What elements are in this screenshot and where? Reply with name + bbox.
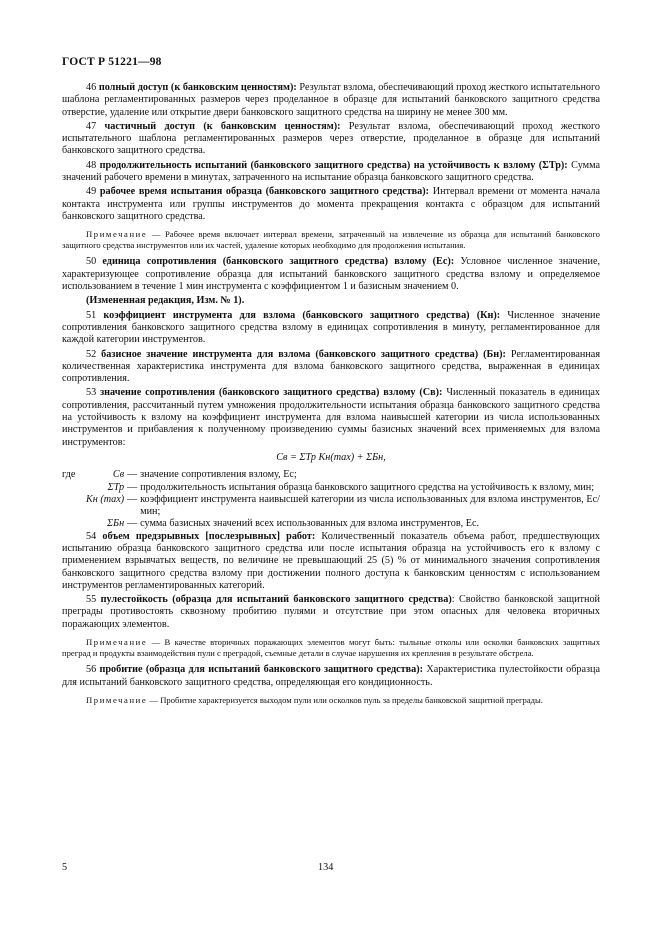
definition-symbol: Св: [112, 469, 125, 481]
clause-term: частичный доступ (к банковским ценностям):: [104, 120, 341, 132]
clause-49: [62, 186, 600, 223]
definition-dash: —: [127, 481, 138, 493]
amendment-note: (Измененная редакция, Изм. № 1).: [86, 295, 245, 307]
page-number-left: 5: [62, 862, 68, 873]
clause-53: [62, 387, 600, 448]
clause-text: Численный показатель в единицах сопротивления, рассчитанный путем умножения продолжительности испытания образца банковского защитного средства на устойчивость к взлому на коэффициент инструмента для взлома наивысшей категории из числа использованных инструментов и прибавления к полученному произведению суммы базисных значений всех применяемых для взлома инструментов:: [62, 387, 601, 448]
clause-term: рабочее время испытания образца (банковского защитного средства):: [99, 186, 430, 198]
note-text: — Рабочее время включает интервал времени, затраченный на извлечение из образца для испытаний банковского защитного средства инструментов или их частей, удаление которых необходимо для продолжения испытания.: [62, 229, 600, 250]
note-56: [62, 695, 600, 706]
clause-term: продолжительность испытаний (банковского защитного средства) на устойчивость к взлому (ΣТр):: [99, 159, 568, 171]
clause-text: Характеристика пулестойкости образца для испытаний банковского защитного средства, определяющая его кондиционность.: [62, 664, 601, 688]
clause-47: [62, 121, 600, 158]
clause-number: 46: [86, 82, 97, 93]
definition-symbol: ΣТр: [107, 481, 125, 493]
clause-text: Интервал времени от момента начала контакта инструмента или группы инструментов до момента прекращения контакта с образцом для испытаний банковского защитного средства.: [62, 186, 601, 222]
clause-52: [62, 349, 600, 386]
definition-symbol: Кн (max): [86, 493, 125, 505]
clause-term: пулестойкость (образца для испытаний банковского защитного средства): [100, 594, 452, 606]
definition-dash: —: [127, 493, 138, 505]
clause-term: значение сопротивления (банковского защитного средства) взлому (Св):: [100, 387, 443, 399]
definition-text: значение сопротивления взлому, Ес;: [140, 469, 297, 481]
clause-55: [62, 594, 600, 631]
clause-number: 48: [86, 159, 97, 171]
clause-number: 50: [86, 256, 97, 268]
definition-dash: —: [127, 469, 138, 481]
clause-number: 55: [86, 594, 97, 606]
clause-number: 52: [86, 348, 97, 360]
note-label: Примечание: [86, 694, 148, 705]
definition-row: [62, 482, 600, 494]
clause-term: базисное значение инструмента для взлома (банковского защитного средства) (Бн):: [101, 348, 506, 360]
clause-term: объем предзрывных [послезрывных] работ:: [102, 530, 316, 542]
clause-number: 51: [86, 309, 97, 321]
clause-text: Результат взлома, обеспечивающий проход жесткого испытательного шаблона регламентированных размеров через проделанное в образце для испытаний банковского защитного средства отверстие, удаление или открытие двери банковского защитного средства на ширину не менее 300 мм.: [62, 82, 601, 118]
clause-text: Условное численное значение, характеризующее сопротивление образца для испытаний банковского защитного средства взлому и определяемое использованием в течение 1 мин инструмента с коэффициентом 1 и базисным значением 0.: [62, 256, 601, 293]
note-label: Примечание: [86, 637, 148, 648]
clause-51: [62, 310, 600, 347]
definition-text: продолжительность испытания образца банковского защитного средства на устойчивость к взлому, мин;: [140, 481, 595, 493]
resistance-formula: Св = ΣТр Кн(max) + ΣБн,: [276, 451, 386, 463]
definition-row: [62, 469, 600, 481]
clause-text: Результат взлома, обеспечивающий проход жесткого испытательного шаблона регламентированных размеров через отверстие, проделанное в образце для испытаний банковского защитного средства.: [62, 120, 601, 157]
clause-54: [62, 531, 600, 592]
clause-term: полный доступ (к банковским ценностям):: [98, 82, 297, 93]
document-code: ГОСТ Р 51221—98: [62, 56, 162, 68]
clause-number: 53: [86, 387, 97, 399]
clause-text: : Свойство банковской защитной преграды противостоять сквозному пробитию пулями и отсутствие при этом опасных для человека вторичных поражающих элементов.: [62, 594, 600, 630]
clause-term: пробитие (образца для испытаний банковского защитного средства):: [99, 664, 424, 676]
clause-term: коэффициент инструмента для взлома (банковского защитного средства) (Кн):: [103, 309, 501, 321]
clause-50: [62, 256, 600, 293]
clause-46: [62, 82, 600, 119]
definition-row: [62, 518, 600, 530]
page-number-center: 134: [318, 862, 334, 873]
clause-number: 49: [86, 186, 97, 198]
note-49: [62, 229, 600, 250]
clause-text: Численное значение сопротивления банковского защитного средства взлому в единицах сопротивления в минуту, регламентированное для каждой категории инструментов.: [62, 309, 600, 346]
definition-dash: —: [127, 518, 138, 530]
definition-text: коэффициент инструмента наивысшей категории из числа использованных для взлома инструментов, Ес/мин;: [140, 493, 600, 518]
document-body: [62, 82, 600, 711]
clause-number: 54: [86, 530, 97, 542]
note-55: [62, 637, 600, 658]
clause-text: Сумма значений рабочего времени в минутах, затраченного на испытание образца банковского защитного средства.: [62, 159, 601, 184]
clause-text: Количественный показатель объема работ, предшествующих испытанию образца банковского защитного средства или после испытания образца на устойчивость его к взлому с применением взрывчатых веществ, по величине не превышающий 25 (5) % от минимального значения сопротивления банковского защитного средства взлому при достижении полного доступа к банковским ценностям с использованием инструментов регламентированных категорий.: [62, 530, 601, 591]
clause-term: единица сопротивления (банковского защитного средства) взлому (Ес):: [102, 256, 455, 268]
clause-56: [62, 664, 600, 689]
note-text: — Пробитие характеризуется выходом пули или осколков пуль за пределы банковской защитной преграды.: [149, 694, 543, 705]
note-text: — В качестве вторичных поражающих элементов могут быть: тыльные отколы или осколки банковских защитных преград и продукты взаимодействия пули с преградой, съемные детали в случае нарушения их крепления в результате обстрела.: [62, 637, 600, 658]
definition-row: [62, 494, 600, 519]
note-label: Примечание: [86, 229, 148, 240]
clause-48: [62, 160, 600, 185]
clause-number: 56: [86, 664, 97, 676]
definition-symbol: ΣБн: [107, 518, 125, 530]
clause-text: Регламентированная количественная характеристика инструмента для взлома банковского защитного средства, выраженная в единицах сопротивления.: [62, 348, 601, 385]
formula-definitions: [62, 469, 600, 530]
where-label: где: [62, 469, 76, 481]
definition-text: сумма базисных значений всех использованных для взлома инструментов, Ес.: [140, 518, 480, 530]
clause-number: 47: [86, 120, 97, 132]
